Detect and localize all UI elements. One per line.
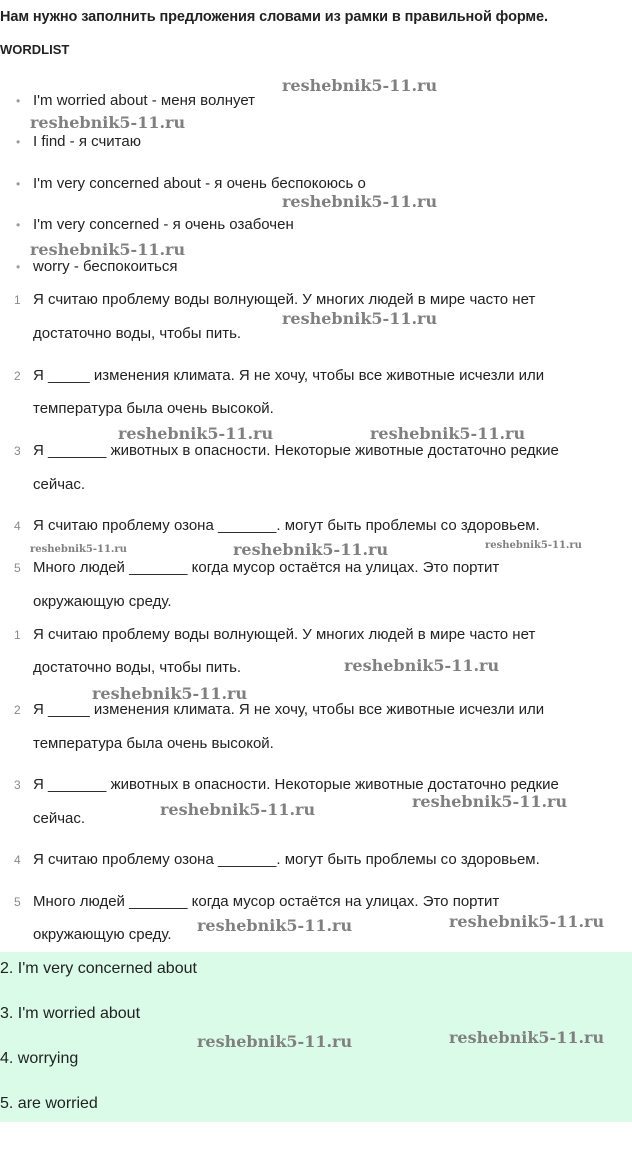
watermark: reshebnik5-11.ru (30, 240, 186, 259)
item-line: Я считаю проблему воды волнующей. У многих людей в мире часто нет (33, 626, 536, 643)
watermark: reshebnik5-11.ru (30, 113, 186, 132)
watermark: reshebnik5-11.ru (282, 309, 438, 328)
watermark: reshebnik5-11.ru (197, 1032, 353, 1051)
wordlist-item-text: I find - я считаю (33, 133, 141, 150)
item-number: 5 (14, 895, 21, 909)
wordlist-item-text: I'm very concerned - я очень озабочен (33, 216, 294, 233)
item-number: 2 (14, 369, 21, 383)
watermark: reshebnik5-11.ru (449, 1028, 605, 1047)
watermark: reshebnik5-11.ru (449, 912, 605, 931)
item-line: Я _____ изменения климата. Я не хочу, чтобы все животные исчезли или (33, 367, 545, 384)
item-number: 5 (14, 561, 21, 575)
item-number: 4 (14, 519, 21, 533)
answer-item: 3. I'm worried about (0, 1005, 141, 1022)
item-line: Я _____ изменения климата. Я не хочу, чтобы все животные исчезли или (33, 701, 545, 718)
wordlist-item-text: worry - беспокоиться (33, 258, 178, 275)
item-number: 3 (14, 778, 21, 792)
bullet-icon: • (16, 260, 21, 274)
item-number: 1 (14, 628, 21, 642)
page-heading: Нам нужно заполнить предложения словами из рамки в правильной форме. (0, 9, 548, 25)
item-number: 1 (14, 293, 21, 307)
watermark: reshebnik5-11.ru (282, 192, 438, 211)
item-line: Я _______ животных в опасности. Некоторые животные достаточно редкие (33, 776, 559, 793)
watermark: reshebnik5-11.ru (118, 424, 274, 443)
answer-item: 4. worrying (0, 1050, 79, 1067)
item-line: Я _______ животных в опасности. Некоторые животные достаточно редкие (33, 442, 559, 459)
bullet-icon: • (16, 135, 21, 149)
watermark: reshebnik5-11.ru (485, 540, 582, 551)
watermark: reshebnik5-11.ru (92, 684, 248, 703)
item-number: 2 (14, 703, 21, 717)
watermark: reshebnik5-11.ru (282, 76, 438, 95)
item-number: 3 (14, 444, 21, 458)
bullet-icon: • (16, 94, 21, 108)
item-line: достаточно воды, чтобы пить. (33, 659, 242, 676)
watermark: reshebnik5-11.ru (160, 800, 316, 819)
item-line: окружающую среду. (33, 593, 172, 610)
watermark: reshebnik5-11.ru (233, 540, 389, 559)
item-line: сейчас. (33, 476, 86, 493)
watermark: reshebnik5-11.ru (344, 656, 500, 675)
item-line: температура была очень высокой. (33, 735, 274, 752)
wordlist-item-text: I'm worried about - меня волнует (33, 92, 256, 109)
item-line: сейчас. (33, 810, 86, 827)
watermark: reshebnik5-11.ru (30, 544, 127, 555)
bullet-icon: • (16, 218, 21, 232)
watermark: reshebnik5-11.ru (197, 916, 353, 935)
item-line: окружающую среду. (33, 926, 172, 943)
answer-item: 2. I'm very concerned about (0, 960, 197, 977)
item-line: Много людей _______ когда мусор остаётся на улицах. Это портит (33, 559, 500, 576)
item-number: 4 (14, 853, 21, 867)
item-line: Много людей _______ когда мусор остаётся на улицах. Это портит (33, 893, 500, 910)
item-line: Я считаю проблему озона _______. могут быть проблемы со здоровьем. (33, 517, 540, 534)
bullet-icon: • (16, 177, 21, 191)
item-line: достаточно воды, чтобы пить. (33, 325, 242, 342)
watermark: reshebnik5-11.ru (370, 424, 526, 443)
item-line: температура была очень высокой. (33, 400, 274, 417)
wordlist-item-text: I'm very concerned about - я очень беспокоюсь о (33, 175, 366, 192)
watermark: reshebnik5-11.ru (412, 792, 568, 811)
item-line: Я считаю проблему озона _______. могут быть проблемы со здоровьем. (33, 851, 540, 868)
wordlist-title: WORDLIST (0, 42, 70, 57)
answer-item: 5. are worried (0, 1095, 98, 1112)
item-line: Я считаю проблему воды волнующей. У многих людей в мире часто нет (33, 291, 536, 308)
